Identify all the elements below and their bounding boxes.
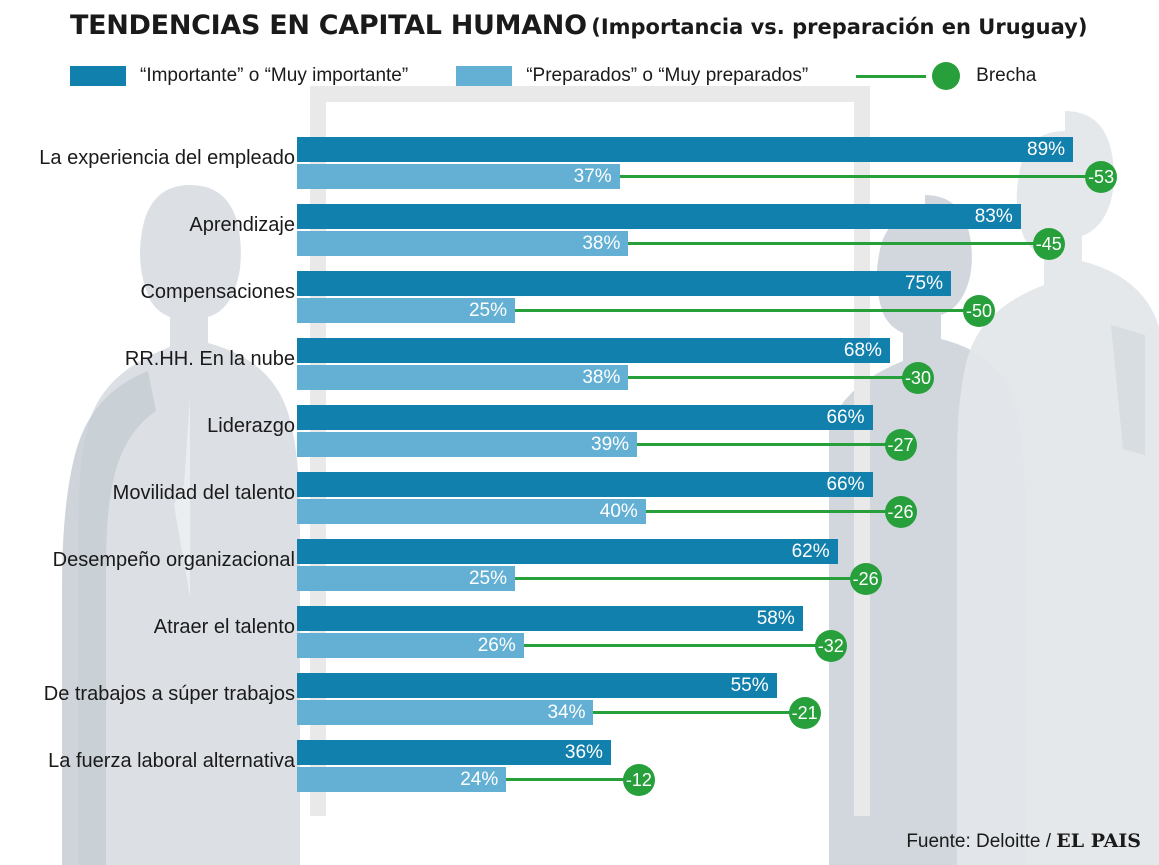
bar-preparedness: [297, 700, 593, 725]
title-subtitle: (Importancia vs. preparación en Uruguay): [591, 15, 1088, 39]
row-category-label: La fuerza laboral alternativa: [48, 750, 295, 772]
gap-value-bubble: -21: [789, 697, 821, 729]
bar-value-importance: 68%: [843, 339, 882, 361]
chart-row: [0, 403, 1159, 465]
bar-preparedness: [297, 298, 515, 323]
gap-value-bubble: -53: [1085, 161, 1117, 193]
chart-row: [0, 336, 1159, 398]
chart-row: [0, 202, 1159, 264]
bar-value-preparedness: 38%: [582, 232, 621, 254]
bar-importance: [297, 204, 1021, 229]
legend-dot-gap-icon: [932, 62, 960, 90]
chart-row: [0, 671, 1159, 733]
bar-value-importance: 66%: [826, 406, 865, 428]
gap-connector-line: [646, 510, 895, 513]
bar-preparedness: [297, 499, 646, 524]
gap-value-bubble: -30: [902, 362, 934, 394]
bar-value-importance: 55%: [730, 674, 769, 696]
bar-preparedness: [297, 767, 506, 792]
bar-preparedness: [297, 633, 524, 658]
legend-label-importance: “Importante” o “Muy importante”: [140, 65, 409, 86]
legend-item-importance: [70, 65, 408, 87]
bar-importance: [297, 271, 951, 296]
bar-importance: [297, 740, 611, 765]
gap-connector-line: [628, 242, 1042, 245]
row-category-label: Compensaciones: [140, 281, 295, 303]
gap-connector-line: [506, 778, 633, 781]
bar-importance: [297, 338, 890, 363]
bar-value-importance: 62%: [791, 540, 830, 562]
source-prefix: Fuente: Deloitte /: [906, 831, 1057, 852]
gap-value-bubble: -32: [815, 630, 847, 662]
chart-row: [0, 738, 1159, 800]
bar-preparedness: [297, 566, 515, 591]
bar-importance: [297, 673, 777, 698]
gap-connector-line: [620, 175, 1095, 178]
legend-label-preparedness: “Preparados” o “Muy preparados”: [526, 65, 809, 86]
bar-importance: [297, 606, 803, 631]
bar-preparedness: [297, 164, 620, 189]
gap-connector-line: [515, 309, 973, 312]
gap-value-bubble: -45: [1033, 228, 1065, 260]
legend-swatch-preparedness-icon: [456, 66, 512, 86]
bar-preparedness: [297, 432, 637, 457]
bar-importance: [297, 472, 873, 497]
bar-value-importance: 75%: [904, 272, 943, 294]
row-category-label: Aprendizaje: [189, 214, 295, 236]
bar-value-preparedness: 34%: [547, 701, 586, 723]
chart-row: [0, 604, 1159, 666]
source-brand: EL PAIS: [1056, 830, 1141, 852]
legend-line-gap-icon: [856, 75, 926, 78]
bar-value-importance: 89%: [1027, 138, 1066, 160]
chart-row: [0, 470, 1159, 532]
bar-value-preparedness: 24%: [460, 768, 499, 790]
title-main: TENDENCIAS EN CAPITAL HUMANO: [70, 10, 587, 41]
bar-value-preparedness: 26%: [477, 634, 516, 656]
row-category-label: La experiencia del empleado: [39, 147, 295, 169]
bar-preparedness: [297, 365, 628, 390]
gap-value-bubble: -12: [623, 764, 655, 796]
bar-value-importance: 58%: [756, 607, 795, 629]
gap-value-bubble: -26: [850, 563, 882, 595]
bar-value-preparedness: 25%: [468, 299, 507, 321]
source-note: [906, 830, 1141, 853]
legend-swatch-importance-icon: [70, 66, 126, 86]
gap-connector-line: [628, 376, 912, 379]
gap-connector-line: [515, 577, 860, 580]
row-category-label: RR.HH. En la nube: [124, 348, 295, 370]
bar-value-importance: 66%: [826, 473, 865, 495]
bar-value-preparedness: 38%: [582, 366, 621, 388]
gap-value-bubble: -50: [963, 295, 995, 327]
gap-value-bubble: -26: [885, 496, 917, 528]
bar-value-importance: 83%: [974, 205, 1013, 227]
bar-value-preparedness: 39%: [591, 433, 630, 455]
row-category-label: Movilidad del talento: [112, 482, 295, 504]
bar-chart-plot: [0, 130, 1159, 830]
legend-label-gap: Brecha: [976, 65, 1037, 86]
chart-row: [0, 537, 1159, 599]
row-category-label: Desempeño organizacional: [52, 549, 295, 571]
bar-value-preparedness: 37%: [573, 165, 612, 187]
chart-legend: [70, 60, 1036, 92]
row-category-label: De trabajos a súper trabajos: [43, 683, 295, 705]
gap-connector-line: [637, 443, 894, 446]
bar-value-preparedness: 40%: [599, 500, 638, 522]
gap-value-bubble: -27: [885, 429, 917, 461]
page-title: [70, 10, 1087, 41]
bar-importance: [297, 137, 1073, 162]
chart-row: [0, 269, 1159, 331]
gap-connector-line: [524, 644, 825, 647]
row-category-label: Atraer el talento: [153, 616, 295, 638]
bar-importance: [297, 539, 838, 564]
gap-connector-line: [593, 711, 798, 714]
legend-item-gap: [856, 62, 1036, 90]
legend-item-preparedness: [456, 65, 808, 87]
bar-importance: [297, 405, 873, 430]
bar-preparedness: [297, 231, 628, 256]
bar-value-preparedness: 25%: [468, 567, 507, 589]
chart-row: [0, 135, 1159, 197]
bar-value-importance: 36%: [564, 741, 603, 763]
row-category-label: Liderazgo: [207, 415, 295, 437]
